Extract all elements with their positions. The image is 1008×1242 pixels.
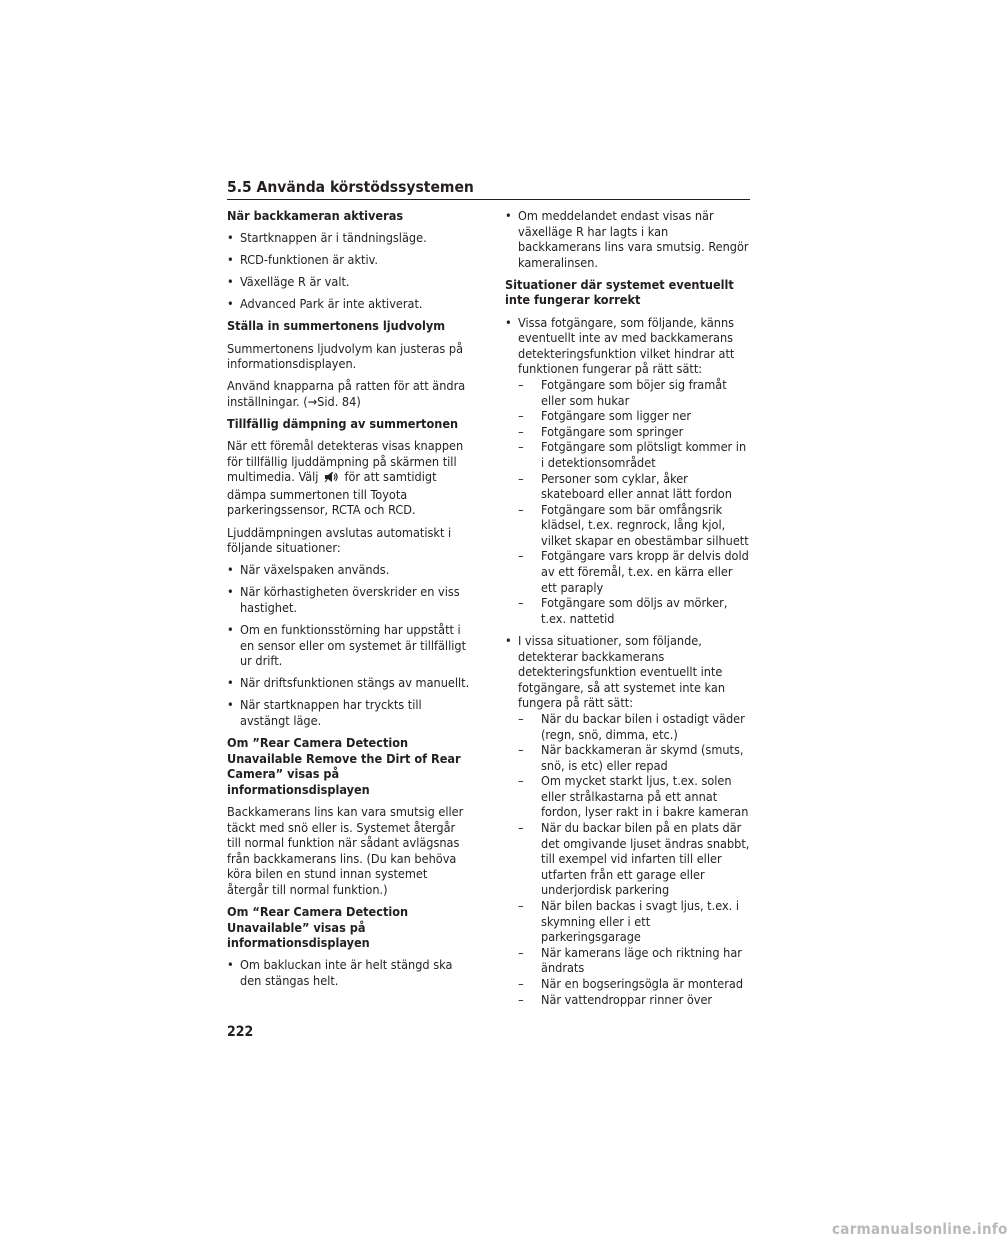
sub-list-item-text: Personer som cyklar, åker skateboard eller annat lätt fordon (541, 470, 732, 502)
dash-mark: – (518, 548, 524, 564)
dash-mark: – (518, 376, 524, 392)
page-number: 222 (227, 1024, 254, 1040)
sub-list-situations (518, 711, 750, 1007)
list-item (227, 584, 472, 615)
list-item-text: Om bakluckan inte är helt stängd ska den stängas helt. (240, 957, 453, 988)
activation-list (227, 230, 472, 312)
bullet-mark: • (227, 675, 234, 691)
heading-dirt: Om ”Rear Camera Detection Unavailable Remove the Dirt of Rear Camera” visas på informationsdisplayen (227, 735, 461, 797)
sub-list-item-text: När en bogseringsögla är monterad (541, 976, 744, 991)
heading-activation: När backkameran aktiveras (227, 208, 404, 223)
list-item-text: Om meddelandet endast visas när växelläge R har lagts i kan backkamerans lins vara smutsig. Rengör kameralinsen. (518, 208, 749, 270)
sub-list-item-text: Om mycket starkt ljus, t.ex. solen eller strålkastarna på ett annat fordon, lyser rakt in i bakre kameran (541, 773, 749, 820)
sub-list-item-text: När backkameran är skymd (smuts, snö, is etc) eller repad (541, 742, 744, 773)
sub-list-item-text: Fotgängare som böjer sig framåt eller som hukar (541, 376, 727, 408)
bullet-mark: • (227, 296, 234, 312)
bullet-mark: • (227, 230, 234, 246)
sub-list-item (518, 424, 750, 440)
dash-mark: – (518, 820, 524, 836)
bullet-mark: • (227, 252, 234, 268)
dash-mark: – (518, 470, 524, 486)
dash-mark: – (518, 595, 524, 611)
bullet-mark: • (505, 632, 512, 648)
top-list (505, 208, 750, 270)
sub-list-item (518, 408, 750, 424)
paragraph-mute-1 (227, 438, 472, 518)
paragraph-volume-1: Summertonens ljudvolym kan justeras på informationsdisplayen. (227, 340, 464, 372)
sub-list-item-text: När bilen backas i svagt ljus, t.ex. i skymning eller i ett parkeringsgarage (541, 898, 740, 945)
bullet-mark: • (227, 562, 234, 578)
sub-list-item (518, 502, 750, 549)
list-item-text: Startknappen är i tändningsläge. (240, 230, 427, 246)
dash-mark: – (518, 944, 524, 960)
sub-list-item-text: När du backar bilen på en plats där det omgivande ljuset ändras snabbt, till exempel vid infarten till eller utfarten från ett garage eller underjordisk parkering (541, 820, 750, 898)
sub-list-item (518, 773, 750, 820)
list-item-text: Växelläge R är valt. (240, 274, 350, 290)
dash-mark: – (518, 991, 524, 1007)
sub-list-item (518, 439, 750, 470)
unavailable-list (227, 957, 472, 988)
list-item (505, 315, 750, 377)
sub-list-item-text: Fotgängare som springer (541, 423, 684, 439)
mute-list (227, 562, 472, 728)
dash-mark: – (518, 423, 524, 439)
dash-mark: – (518, 710, 524, 726)
section-header (227, 178, 750, 200)
paragraph-mute-1b: för att samtidigt dämpa summertonen till Toyota parkeringssensor, RCTA och RCD. (227, 469, 437, 518)
sub-list-item-text: Fotgängare vars kropp är delvis dold av ett föremål, t.ex. en kärra eller ett paraply (541, 548, 749, 595)
dash-mark: – (518, 408, 524, 424)
paragraph-volume-2: Använd knapparna på ratten för att ändra inställningar. (→Sid. 84) (227, 378, 466, 409)
list-item (227, 622, 472, 669)
list-item (227, 230, 472, 246)
sub-list-item-text: När du backar bilen i ostadigt väder (regn, snö, dimma, etc.) (541, 710, 745, 742)
dash-mark: – (518, 773, 524, 789)
sub-list-item (518, 548, 750, 595)
sub-list-item-text: Fotgängare som döljs av mörker, t.ex. nattetid (541, 595, 728, 626)
sub-list-item (518, 471, 750, 502)
paragraph-mute-2: Ljuddämpningen avslutas automatiskt i följande situationer: (227, 524, 452, 556)
heading-unavailable: Om “Rear Camera Detection Unavailable” visas på informationsdisplayen (227, 903, 409, 951)
sub-list-item (518, 711, 750, 742)
speaker-muted-icon (324, 471, 338, 487)
list-item (227, 957, 472, 988)
bullet-mark: • (227, 274, 234, 290)
sub-list-item-text: När kamerans läge och riktning har ändrats (541, 944, 742, 976)
list-item-text: När växelspaken används. (240, 562, 390, 578)
sub-list-item-text: När vattendroppar rinner över (541, 991, 713, 1007)
bullet-text: I vissa situationer, som följande, detekterar backkamerans detekteringsfunktion eventuellt inte fotgängare, så att systemet inte kan fungera på rätt sätt: (518, 632, 725, 711)
sub-list-item (518, 377, 750, 408)
list-item-text: När körhastigheten överskrider en viss hastighet. (240, 584, 460, 615)
list-item-text: När driftsfunktionen stängs av manuellt. (240, 675, 470, 691)
dash-mark: – (518, 898, 524, 914)
sub-list-item-text: Fotgängare som bär omfångsrik klädsel, t.ex. regnrock, lång kjol, vilket skapar en obestämbar silhuett (541, 501, 749, 548)
right-column (505, 208, 750, 1014)
list-item (227, 274, 472, 290)
dash-mark: – (518, 439, 524, 455)
list-item (227, 252, 472, 268)
sub-list-item (518, 992, 750, 1008)
list-item-text: Om en funktionsstörning har uppstått i en sensor eller om systemet är tillfälligt ur drift. (240, 621, 467, 669)
bullet-mark: • (227, 584, 234, 600)
bullet-text: Vissa fotgängare, som följande, känns eventuellt inte av med backkamerans detekteringsfunktion vilket hindrar att funktionen fungerar på rätt sätt: (518, 314, 735, 377)
sub-list-item (518, 945, 750, 976)
sub-list-item (518, 820, 750, 898)
list-item (227, 675, 472, 691)
bullet-mark: • (505, 208, 512, 223)
dash-mark: – (518, 976, 524, 991)
heading-malfunction: Situationer där systemet eventuellt inte fungerar korrekt (505, 276, 734, 308)
dash-mark: – (518, 742, 524, 758)
list-item-text: Advanced Park är inte aktiverat. (240, 296, 423, 312)
list-item (505, 633, 750, 711)
bullet-mark: • (227, 697, 234, 713)
section-title: 5.5 Använda körstödssystemen (227, 178, 474, 196)
left-column (227, 208, 472, 995)
list-item (505, 208, 750, 270)
list-item-text: RCD-funktionen är aktiv. (240, 252, 378, 268)
list-item (227, 296, 472, 312)
paragraph-dirt: Backkamerans lins kan vara smutsig eller täckt med snö eller is. Systemet återgår till normal funktion när sådant avlägsnas från backkamerans lins. (Du kan behöva köra bilen en stund innan systemet återgår till normal funktion.) (227, 803, 464, 897)
list-item-text: När startknappen har tryckts till avstängt läge. (240, 697, 422, 728)
sub-list-item (518, 976, 750, 992)
bullet-mark: • (227, 957, 234, 973)
dash-mark: – (518, 501, 524, 517)
bullet-mark: • (227, 621, 234, 637)
bullet-mark: • (505, 314, 512, 330)
sub-list-item (518, 742, 750, 773)
sub-list-item-text: Fotgängare som plötsligt kommer in i detektionsområdet (541, 439, 747, 470)
list-item (227, 697, 472, 728)
heading-mute: Tillfällig dämpning av summertonen (227, 415, 459, 431)
sub-list-item (518, 898, 750, 945)
watermark: carmanualsonline.info (832, 1220, 1008, 1238)
paragraph-mute-1a: När ett föremål detekteras visas knappen för tillfällig ljuddämpning på skärmen till multimedia. Välj (227, 438, 464, 485)
sub-list-pedestrians (518, 377, 750, 627)
sub-list-item-text: Fotgängare som ligger ner (541, 408, 692, 424)
list-item (227, 562, 472, 578)
sub-list-item (518, 595, 750, 626)
heading-volume: Ställa in summertonens ljudvolym (227, 318, 446, 334)
